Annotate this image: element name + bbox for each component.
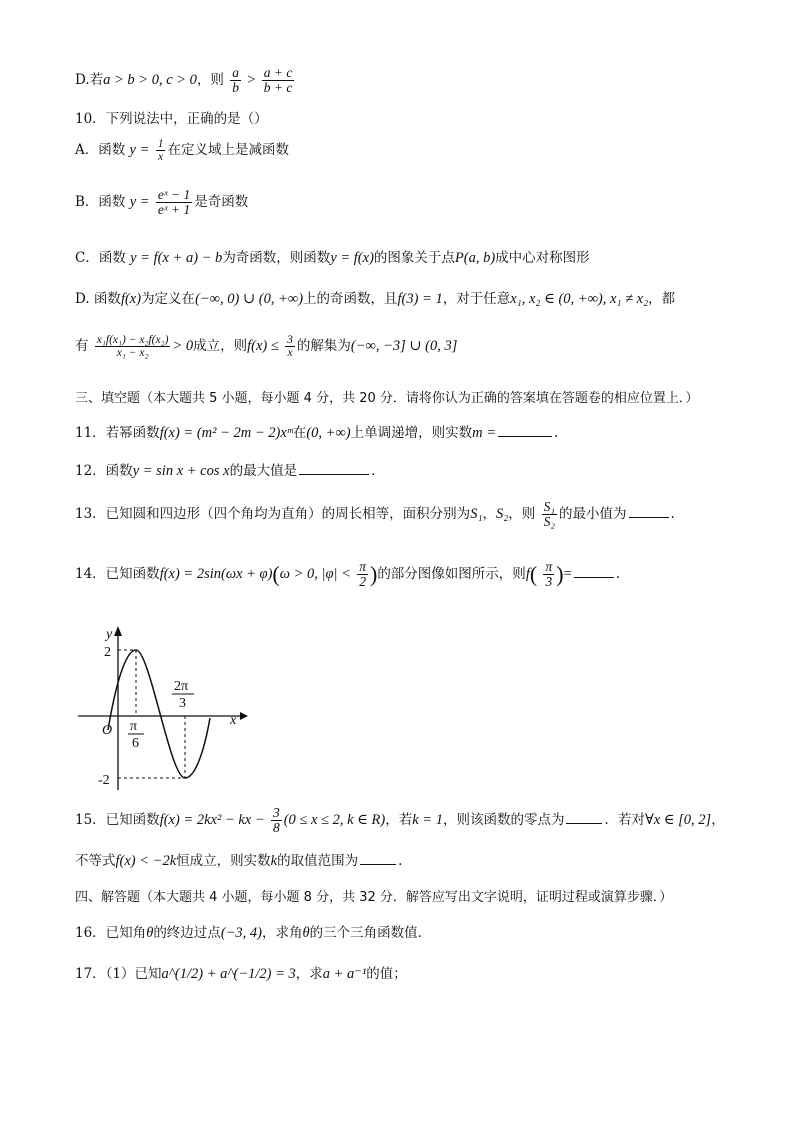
answer-blank[interactable]	[360, 864, 396, 865]
tick-2pi-3-num: 2π	[174, 679, 189, 694]
q11: 11．若幂函数f(x) = (m² − 2m − 2)xᵐ在(0, +∞)上单调递增，则实数m = .	[75, 425, 559, 441]
x-axis-arrow-icon	[240, 712, 248, 720]
fraction: $\frac{3}{x}$	[287, 334, 293, 360]
fraction: $\frac{\pi}{2}$	[359, 559, 366, 590]
q10-option-d-line2: 有 $\frac{\text{x₁f(x₁) − x₂f(x₂)}}{\text{x₁ − x₂}}$ > 0成立，则f(x) ≤ $\frac{3}{x}$ 的解集为(−∞, −3] ∪ (0, 3]	[75, 334, 458, 360]
sine-curve	[108, 650, 210, 778]
q12: 12．函数y = sin x + cos x的最大值是 .	[75, 463, 376, 479]
answer-blank[interactable]	[574, 577, 614, 578]
fraction: $\frac{3}{8}$	[272, 805, 280, 836]
origin-label: O	[102, 723, 113, 738]
tick-2pi-3-den: 3	[179, 696, 186, 711]
q10-option-c: C．函数 y = f(x + a) − b为奇函数，则函数y = f(x)的图象关于点P(a, b)成中心对称图形	[75, 250, 590, 266]
section-4-heading: 四、解答题（本大题共 4 小题，每小题 8 分，共 32 分．解答应写出文字说明，证明过程或演算步骤．）	[75, 890, 673, 905]
answer-blank[interactable]	[629, 517, 669, 518]
y-axis-arrow-icon	[114, 626, 122, 636]
answer-blank[interactable]	[299, 474, 369, 475]
x-axis-label: x	[230, 713, 237, 728]
q15-line1: 15．已知函数f(x) = 2kx² − kx − $\frac{3}{8}$ (0 ≤ x ≤ 2, k ∈ R)，若k = 1，则该函数的零点为 ．若对∀x ∈ [0, 2]，	[75, 805, 725, 836]
q15-line2: 不等式f(x) < −2k恒成立，则实数k的取值范围为 .	[75, 853, 403, 869]
q10-option-b: B．函数 y = $\frac{\text{eˣ − 1}}{\text{eˣ + 1}}$ 是奇函数	[75, 187, 249, 218]
q10-option-a: A．函数 y = $\frac{1}{x}$ 在定义域上是减函数	[75, 138, 289, 164]
fraction: $\frac{1}{x}$	[157, 138, 164, 164]
fraction: $\frac{a + c}{b + c}$	[263, 65, 293, 96]
tick-pi-6-num: π	[130, 719, 138, 734]
q13: 13．已知圆和四边形（四个角均为直角）的周长相等，面积分别为S₁，S₂，则 $\frac{\text{S₁}}{\text{S₂}}$ 的最小值为 .	[75, 499, 675, 530]
fraction: $\frac{\text{x₁f(x₁) − x₂f(x₂)}}{\text{x₁ − x₂}}$	[96, 334, 169, 360]
q17: 17．（1）已知a^(1/2) + a^(−1/2) = 3，求a + a⁻¹的值；	[75, 966, 407, 982]
q10-option-d-line1: D. 函数f(x)为定义在(−∞, 0) ∪ (0, +∞)上的奇函数，且f(3) = 1，对于任意x₁, x₂ ∈ (0, +∞), x₁ ≠ x₂，都	[75, 291, 676, 307]
fraction: $\frac{\text{eˣ − 1}}{\text{eˣ + 1}}$	[157, 187, 191, 218]
q9-option-d: D.若a > b > 0, c > 0，则 $\frac{a}{b}$ > $\frac{a + c}{b + c}$	[75, 65, 293, 96]
fraction: $\frac{\text{S₁}}{\text{S₂}}$	[543, 499, 556, 530]
q14: 14．已知函数f(x) = 2sin(ωx + φ)(ω > 0, |φ| < $\frac{\pi}{2}$ )的部分图像如图所示，则f( $\frac{\pi}{3}$ )= .	[75, 559, 621, 590]
q10-stem: 10．下列说法中，正确的是（）	[75, 111, 268, 127]
answer-blank[interactable]	[566, 823, 602, 824]
y-max-label: 2	[104, 645, 111, 660]
sine-graph-figure	[70, 622, 250, 794]
y-min-label: -2	[98, 773, 110, 788]
q16: 16．已知角θ的终边过点(−3, 4)，求角θ的三个三角函数值．	[75, 925, 432, 941]
fraction: $\frac{a}{b}$	[232, 65, 239, 96]
fraction: $\frac{\pi}{3}$	[545, 559, 553, 590]
answer-blank[interactable]	[498, 436, 552, 437]
y-axis-label: y	[106, 627, 113, 642]
tick-pi-6-den: 6	[132, 736, 139, 751]
section-3-heading: 三、填空题（本大题共 5 小题，每小题 4 分，共 20 分．请将你认为正确的答案填在答题卷的相应位置上．）	[75, 391, 699, 406]
